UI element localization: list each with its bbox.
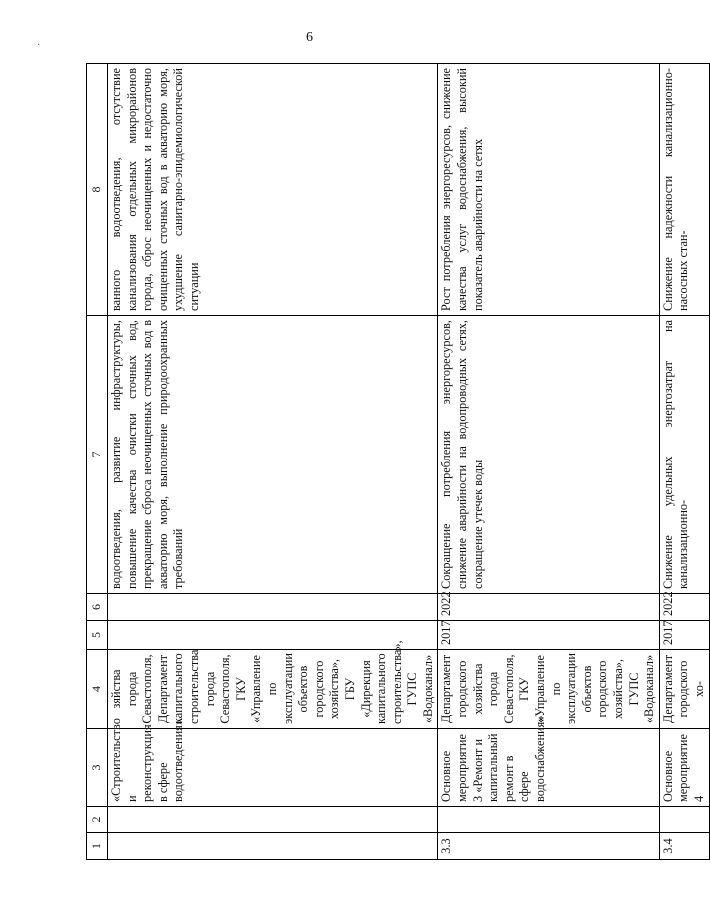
row2-number: 3.3	[438, 833, 659, 860]
header-col-5: 5	[87, 621, 108, 650]
header-row	[87, 64, 108, 860]
row1-expected-result: водоотведения, развитие инфраструктуры, повышение качества очистки сточных вод, прекращение сброса неочищенных сточных вод в акваторию моря, выполнение природоохранных требований	[108, 316, 438, 594]
row3-number: 3.4	[659, 833, 709, 860]
row2-start-year: 2017	[438, 621, 659, 650]
row3-executors: Департамент городского хо-	[659, 650, 709, 729]
row3-measure-name: Основное мероприятие 4	[659, 729, 709, 807]
program-measures-table	[86, 63, 710, 860]
table-row	[438, 64, 659, 860]
row1-consequences: ванного водоотведения, отсутствие канализования отдельных микрорайонов города, сброс неочищенных и недостаточно очищенных сточных вод в акваторию моря, ухудшение санитарно-эпидемиологической ситуации	[108, 64, 438, 316]
row2-end-year: 2022	[438, 594, 659, 621]
row2-executors: Департамент городского хозяйства города Севастополя, ГКУ «Управление по эксплуатации объектов городского хозяйства», ГУПС «Водоканал»	[438, 650, 659, 729]
row1-end-year	[108, 594, 438, 621]
row1-number	[108, 833, 438, 860]
row3-end-year: 2022	[659, 594, 709, 621]
header-col-3: 3	[87, 729, 108, 807]
header-col-8: 8	[87, 64, 108, 316]
scan-mark: ·	[37, 40, 41, 51]
row1-measure-name: «Строительство и реконструкция в сфере водоотведения»	[108, 729, 438, 807]
table-row	[108, 64, 438, 860]
row2-expected-result: Сокращение потребления энергоресурсов, снижение аварийности на водопроводных сетях, сокращение утечек воды	[438, 316, 659, 594]
rotated-table-container	[86, 64, 706, 860]
header-col-6: 6	[87, 594, 108, 621]
row2-measure-name: Основное мероприятие 3 «Ремонт и капитальный ремонт в сфере водоснабжения»	[438, 729, 659, 807]
row1-col2	[108, 807, 438, 833]
row2-consequences: Рост потребления энергоресурсов, снижение качества услуг водоснабжения, высокий показатель аварийности на сетях	[438, 64, 659, 316]
header-col-2: 2	[87, 807, 108, 833]
row3-consequences: Снижение надежности канализационно-насосных стан-	[659, 64, 709, 316]
row1-start-year	[108, 621, 438, 650]
row3-col2	[659, 807, 709, 833]
table-row	[659, 64, 709, 860]
page-number: 6	[306, 30, 313, 45]
header-col-1: 1	[87, 833, 108, 860]
row3-start-year: 2017	[659, 621, 709, 650]
header-col-7: 7	[87, 316, 108, 594]
header-col-4: 4	[87, 650, 108, 729]
row1-executors: зяйства города Севастополя, Департамент капитального строительства города Севастополя, ГКУ «Управление по эксплуатации объектов городского хозяйства», ГБУ «Дирекция капитального строительства», ГУПС «Водоканал»	[108, 650, 438, 729]
row3-expected-result: Снижение удельных энергозатрат на канализационно-	[659, 316, 709, 594]
row2-col2	[438, 807, 659, 833]
